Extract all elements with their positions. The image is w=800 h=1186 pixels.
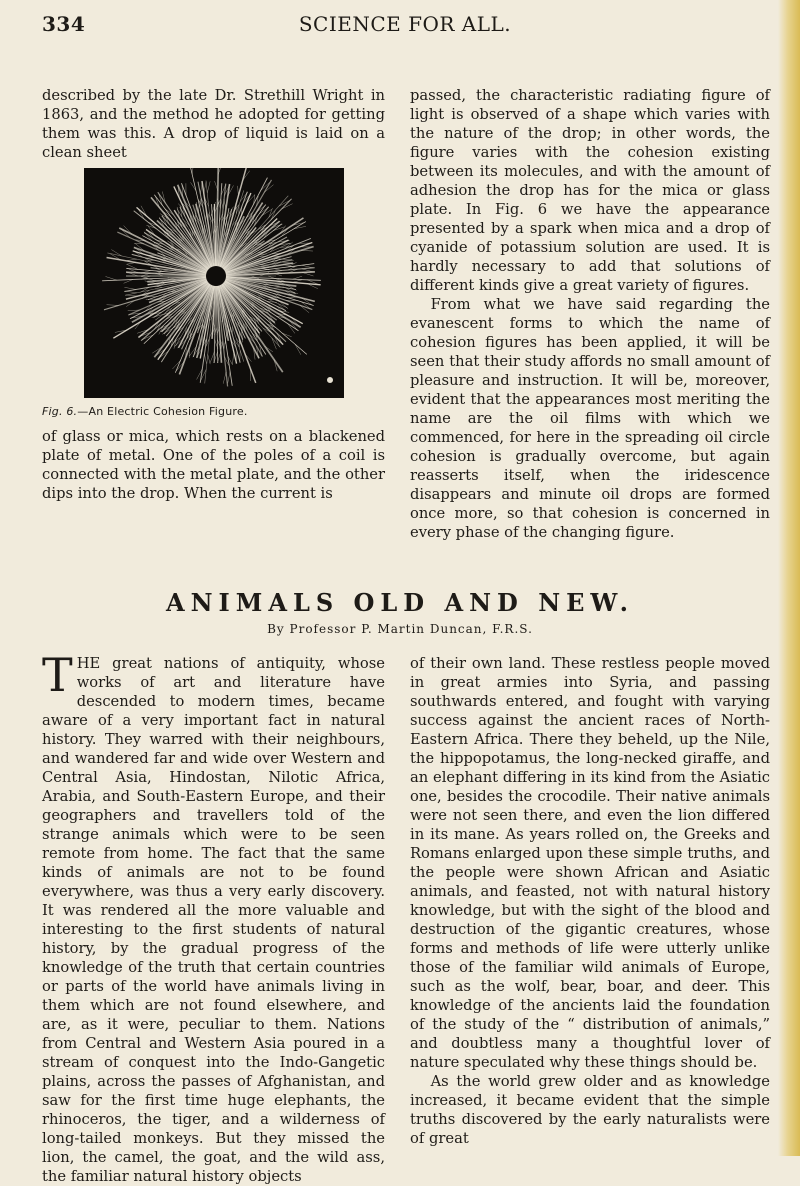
paragraph: As the world grew older and as knowledge increased, it became evident that the simple truths discovered by the early naturalists were of great bbox=[410, 1072, 770, 1148]
figure-ray-branch bbox=[105, 277, 116, 281]
figure-ray-branch bbox=[172, 360, 180, 369]
page-number: 334 bbox=[42, 12, 85, 36]
figure-ray-branch bbox=[271, 211, 275, 220]
figure-ray-branch bbox=[238, 186, 239, 196]
page-header bbox=[42, 12, 768, 46]
bottom-right-column bbox=[410, 654, 770, 1148]
article-title: ANIMALS OLD AND NEW. bbox=[0, 588, 800, 617]
figure-ray-branch bbox=[287, 297, 297, 298]
opening-paragraph bbox=[42, 654, 385, 1186]
figure-ray-branch bbox=[288, 324, 295, 334]
paragraph: From what we have said regarding the evanescent forms to which the name of cohesion figures has been applied, it will be seen that their study affords no small amount of pleasure and instruction. It will be, moreover, evident that the appearances most meriting the name are the oil films with which we commenced, for here in the spreading oil circle cohesion is gradually overcome, but again reasserts itself, when the iridescence disappears and minute oil drops are formed once more, so that cohesion is concerned in every phase of the changing figure. bbox=[410, 295, 770, 542]
opening-paragraph-text: HE great nations of antiquity, whose works of art and literature have descended to modern times, became aware of a very important fact in natural history. They warred with their neighbours, and wandered far and wide over Western and Central Asia, Hindostan, Nilotic Africa, Arabia, and South-Eastern Europe, and their geographers and travellers told of the strange animals which were to be seen remote from home. The fact that the same kinds of animals are not to be found everywhere, was thus a very early discovery. It was rendered all the more valuable and interesting to the first students of natural history, by the gradual progress of the knowledge of the truth that certain countries or parts of the world have animals living in them which are not found elsewhere, and are, as it were, peculiar to them. Nations from Central and Western Asia poured in a stream of conquest into the Indo-Gangetic plains, across the passes of Afghanistan, and saw for the first time huge elephants, the rhinoceros, the tiger, and a wilderness of long-tailed monkeys. But they missed the lion, the camel, the goat, and the wild ass, the familiar natural history objects bbox=[42, 655, 385, 1185]
figure-ray-branch bbox=[107, 305, 119, 306]
page-edge-gilding bbox=[778, 0, 800, 1156]
figure-caption-label: Fig. 6. bbox=[42, 405, 77, 418]
figure-ray-branch bbox=[224, 199, 226, 209]
figure-ray-branch bbox=[208, 212, 210, 220]
figure-ray-branch bbox=[232, 352, 233, 364]
figure-ray-branch bbox=[127, 259, 137, 260]
figure-ray-branch bbox=[302, 272, 313, 276]
figure-ray-branch bbox=[228, 372, 230, 384]
figure-ray-branch bbox=[224, 341, 226, 349]
figure-ray-branch bbox=[301, 250, 313, 251]
running-title: SCIENCE FOR ALL. bbox=[42, 12, 768, 36]
figure-ray-branch bbox=[269, 208, 273, 217]
paragraph: passed, the characteristic radiating figure of light is observed of a shape which varies with the nature of the drop; in other words, the figure varies with the cohesion existing between its molecules, and with the amount of adhesion the drop has for the mica or glass plate. In Fig. 6 we have the appearance presented by a spark when mica and a drop of cyanide of potassium solution are used. It is hardly necessary to add that solutions of different kinds give a great variety of figures. bbox=[410, 86, 770, 295]
figure-ray-branch bbox=[262, 209, 272, 215]
figure-ray-branch bbox=[208, 354, 210, 364]
figure-ray-branch bbox=[221, 199, 223, 209]
figure-ray-branch bbox=[204, 182, 206, 194]
figure-ray-branch bbox=[293, 276, 303, 279]
radiating-figure-illustration bbox=[84, 168, 344, 398]
figure-ray-branch bbox=[295, 344, 301, 354]
top-right-column bbox=[410, 86, 770, 542]
figure-ray-branch bbox=[292, 280, 302, 283]
drop-cap: T bbox=[42, 656, 73, 694]
article-byline: By Professor P. Martin Duncan, F.R.S. bbox=[0, 622, 800, 636]
figure-ray-branch bbox=[279, 201, 290, 207]
cohesion-figure-image bbox=[84, 168, 344, 398]
figure-ray-branch bbox=[282, 204, 293, 209]
figure-caption bbox=[42, 402, 385, 421]
paragraph-after-figure: of glass or mica, which rests on a blackened plate of metal. One of the poles of a coil is connected with the metal plate, and the other dips into the drop. When the current is bbox=[42, 427, 385, 503]
figure-ray-branch bbox=[272, 338, 276, 349]
top-left-column bbox=[42, 86, 385, 503]
figure-center bbox=[206, 266, 226, 286]
figure-ray-branch bbox=[192, 168, 193, 174]
figure-marker-dot bbox=[327, 377, 333, 383]
figure-caption-text: —An Electric Cohesion Figure. bbox=[77, 405, 247, 418]
figure-ray-branch bbox=[204, 354, 206, 364]
figure-ray-branch bbox=[126, 262, 136, 264]
paragraph: of their own land. These restless people moved in great armies into Syria, and passing southwards entered, and fought with varying success against the ancient races of North-Eastern Africa. There they beheld, up the Nile, the hippopotamus, the long-necked giraffe, and an elephant differing in its kind from the Asiatic one, besides the crocodile. Their native animals were not seen there, and even the lion differed in its mane. As years rolled on, the Greeks and Romans enlarged upon these simple truths, and the people were shown African and Asiatic animals, and feasted, not with natural history knowledge, but with the sight of the blood and destruction of the gigantic creatures, whose forms and methods of life were utterly unlike those of the familiar wild animals of Europe, such as the wolf, bear, boar, and deer. This knowledge of the ancients laid the foundation of the study of the “ distribution of animals,” and doubtless many a thoughtful lover of nature speculated why these things should be. bbox=[410, 654, 770, 1072]
figure-ray-branch bbox=[282, 333, 291, 337]
figure-ray-branch bbox=[207, 181, 210, 193]
figure-ray-branch bbox=[223, 372, 226, 384]
paragraph-before-figure: described by the late Dr. Strethill Wright in 1863, and the method he adopted for getting them was this. A drop of liquid is laid on a clean sheet bbox=[42, 86, 385, 162]
figure-ray-branch bbox=[124, 287, 136, 289]
figure-ray-branch bbox=[205, 336, 207, 346]
bottom-left-column bbox=[42, 654, 385, 1186]
